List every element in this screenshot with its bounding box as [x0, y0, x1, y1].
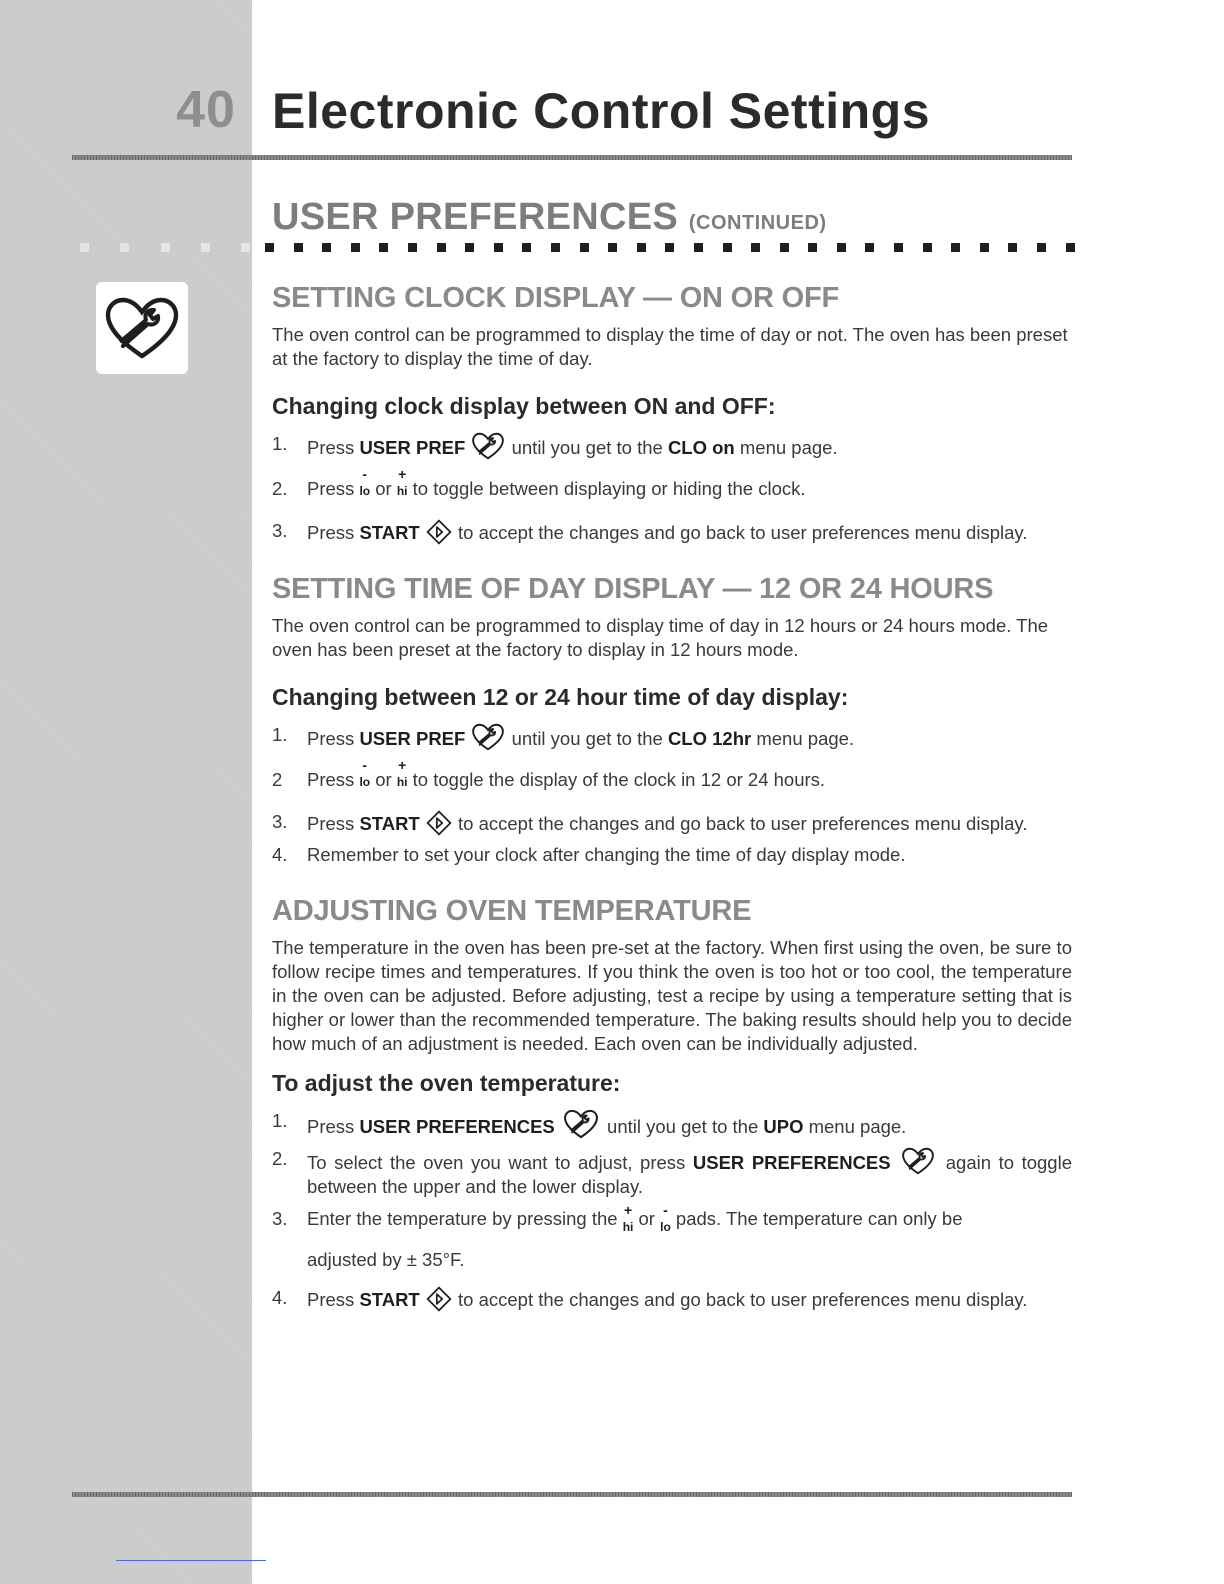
decorative-dots-divider — [265, 243, 1075, 253]
list-item: 4. Press START to accept the changes and go back to user preferences menu display. — [272, 1287, 1028, 1310]
user-pref-icon — [898, 1147, 938, 1175]
decorative-dots-sidebar — [80, 243, 250, 253]
page-number: 40 — [176, 81, 236, 139]
start-icon — [425, 519, 453, 545]
footer-rule — [72, 1492, 1072, 1497]
list-item: 3. Press START to accept the changes and go back to user preferences menu display. — [272, 811, 1028, 834]
lo-pad-label: - lo — [359, 757, 371, 789]
lo-pad-label: - lo — [359, 466, 371, 498]
heading-oven-temperature: ADJUSTING OVEN TEMPERATURE — [272, 895, 752, 927]
list-item: 4. Remember to set your clock after changing the time of day display mode. — [272, 844, 906, 865]
section-continued: (CONTINUED) — [688, 212, 827, 234]
user-pref-icon — [470, 723, 506, 751]
start-icon — [425, 810, 453, 836]
clock-display-steps — [272, 432, 1072, 545]
hi-pad-label: + hi — [396, 757, 408, 789]
main-content — [272, 282, 1072, 1312]
lo-pad-label: - lo — [660, 1202, 671, 1234]
user-pref-icon — [470, 432, 506, 460]
subheading-time-display: Changing between 12 or 24 hour time of day display: — [272, 684, 849, 710]
user-pref-icon — [102, 295, 182, 361]
heading-clock-display: SETTING CLOCK DISPLAY — ON OR OFF — [272, 282, 839, 314]
list-item: 2. To select the oven you want to adjust, press USER PREFERENCES again to toggle between the upper and the lower display. — [272, 1148, 1072, 1197]
clock-display-intro: The oven control can be programmed to display the time of day or not. The oven has been preset at the factory to display the time of day. — [272, 324, 1068, 369]
footer-accent-line — [116, 1560, 266, 1561]
user-pref-icon-tile — [96, 282, 188, 374]
section-title — [272, 196, 827, 239]
list-item: 3. Press START to accept the changes and go back to user preferences menu display. — [272, 520, 1028, 543]
user-pref-icon — [560, 1109, 602, 1139]
list-item: 3. Enter the temperature by pressing the + hi or - lo pads. The temperature can only be adjusted by ± 35°F. — [272, 1202, 963, 1270]
page-title: Electronic Control Settings — [272, 83, 931, 139]
hi-pad-label: + hi — [622, 1202, 634, 1234]
heading-time-display: SETTING TIME OF DAY DISPLAY — 12 OR 24 HOURS — [272, 573, 994, 605]
oven-temperature-intro: The temperature in the oven has been pre-set at the factory. When first using the oven, be sure to follow recipe times and temperatures. If you think the oven is too hot or too cool, the temperature in the oven can be adjusted. Before adjusting, test a recipe by using a temperature setting that is higher or lower than the recommended temperature. The baking results should help you to decide how much of an adjustment is needed. Each oven can be individually adjusted. — [272, 937, 1072, 1054]
oven-temperature-steps — [272, 1109, 1072, 1312]
list-item: 2. Press - lo or + hi to toggle between displaying or hiding the clock. — [272, 477, 1072, 503]
section-title-text: USER PREFERENCES — [272, 196, 678, 238]
list-item: 1. Press USER PREFERENCES until you get to the UPO menu page. — [272, 1110, 907, 1137]
time-display-steps — [272, 723, 1072, 867]
sidebar-band — [0, 0, 252, 1584]
list-item: 2 Press - lo or + hi to toggle the display of the clock in 12 or 24 hours. — [272, 768, 1072, 794]
list-item: 1. Press USER PREF until you get to the CLO on menu page. — [272, 433, 838, 458]
time-display-intro: The oven control can be programmed to display time of day in 12 hours or 24 hours mode. The oven has been preset at the factory to display in 12 hours mode. — [272, 615, 1049, 660]
header-rule — [72, 155, 1072, 160]
subheading-clock-display: Changing clock display between ON and OFF: — [272, 393, 776, 419]
subheading-oven-temperature: To adjust the oven temperature: — [272, 1070, 621, 1096]
start-icon — [425, 1286, 453, 1312]
list-item: 1. Press USER PREF until you get to the CLO 12hr menu page. — [272, 724, 855, 749]
hi-pad-label: + hi — [396, 466, 408, 498]
